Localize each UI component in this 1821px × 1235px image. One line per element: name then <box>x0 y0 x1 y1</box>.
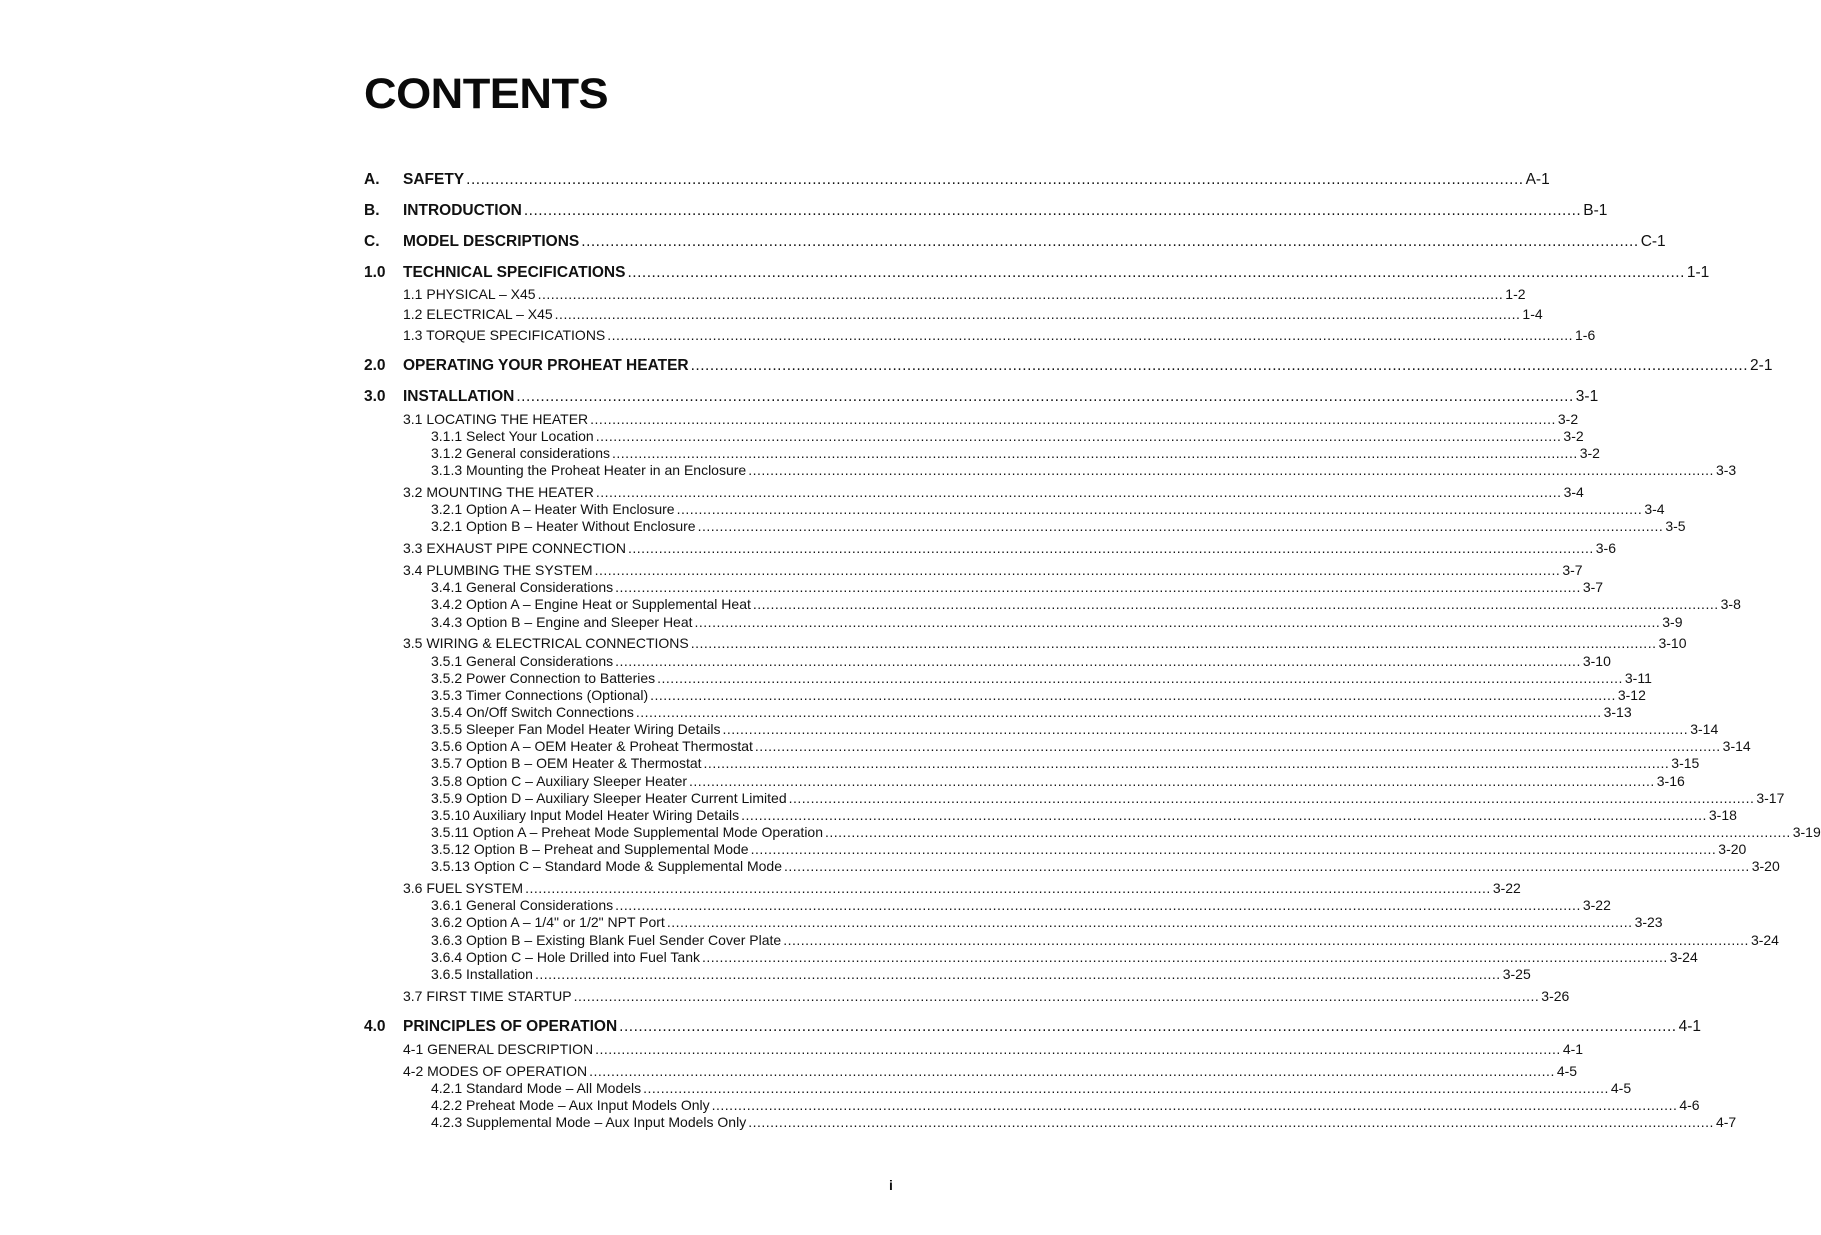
toc-subsection <box>403 880 1521 896</box>
toc-label: 3.4.1 General Considerations <box>431 579 614 595</box>
dot-leader: ............................................................................................................................................................................................................................ <box>615 897 1581 913</box>
toc-number: B. <box>364 202 380 219</box>
toc-label: PRINCIPLES OF OPERATION <box>403 1018 618 1035</box>
toc-page: 4-1 <box>1562 1041 1584 1057</box>
toc-label: 3.4 PLUMBING THE SYSTEM <box>403 562 593 578</box>
toc-label: 3.6.1 General Considerations <box>431 897 614 913</box>
dot-leader: ............................................................................................................................................................................................................................ <box>615 579 1581 595</box>
toc-section <box>364 233 1666 250</box>
dot-leader: ............................................................................................................................................................................................................................ <box>628 540 1594 556</box>
toc-page: 4-5 <box>1556 1063 1578 1079</box>
toc-subsubsection <box>431 653 1611 669</box>
dot-leader: ............................................................................................................................................................................................................................ <box>783 932 1749 948</box>
toc-page: 3-7 <box>1562 562 1583 578</box>
toc-page: 3-26 <box>1541 988 1570 1004</box>
toc-page: 3-14 <box>1690 721 1719 737</box>
toc-label: 3.5.12 Option B – Preheat and Supplemental Mode <box>431 841 749 857</box>
toc-label: 3.6.4 Option C – Hole Drilled into Fuel Tank <box>431 949 700 965</box>
page-number: i <box>889 1177 893 1193</box>
toc-label: 4.2.3 Supplemental Mode – Aux Input Models Only <box>431 1114 747 1130</box>
toc-page: 1-6 <box>1575 327 1596 343</box>
toc-label: 3.4.3 Option B – Engine and Sleeper Heat <box>431 614 693 630</box>
toc-label: TECHNICAL SPECIFICATIONS <box>403 264 626 281</box>
dot-leader: ............................................................................................................................................................................................................................ <box>627 264 1685 281</box>
toc-subsubsection <box>431 445 1600 461</box>
dot-leader: ............................................................................................................................................................................................................................ <box>722 721 1689 737</box>
toc-page: 3-7 <box>1582 579 1604 595</box>
toc-subsection <box>403 562 1583 578</box>
toc-label: 3.7 FIRST TIME STARTUP <box>403 988 572 1004</box>
dot-leader: ............................................................................................................................................................................................................................ <box>523 202 1582 219</box>
dot-leader: ............................................................................................................................................................................................................................ <box>607 327 1574 343</box>
dot-leader: ............................................................................................................................................................................................................................ <box>711 1097 1678 1113</box>
toc-page: 3-19 <box>1792 824 1821 840</box>
toc-section <box>364 388 1599 405</box>
toc-label: 3.6.2 Option A – 1/4" or 1/2" NPT Port <box>431 914 665 930</box>
toc-label: 3.5.4 On/Off Switch Connections <box>431 704 634 720</box>
toc-page: 4-5 <box>1610 1080 1632 1096</box>
toc-subsubsection <box>431 462 1737 478</box>
toc-page: 3-18 <box>1708 807 1737 823</box>
toc-page: 3-20 <box>1751 858 1780 874</box>
toc-page: 3-10 <box>1658 635 1687 651</box>
toc-page: 4-7 <box>1715 1114 1737 1130</box>
toc-subsubsection <box>431 596 1741 612</box>
toc-subsubsection <box>431 824 1821 840</box>
toc-page: 4-1 <box>1678 1018 1701 1035</box>
toc-page: A-1 <box>1525 171 1550 188</box>
toc-page: 3-20 <box>1718 841 1747 857</box>
toc-label: 3.5 WIRING & ELECTRICAL CONNECTIONS <box>403 635 689 651</box>
toc-subsubsection <box>431 704 1632 720</box>
toc-label: 3.1.2 General considerations <box>431 445 610 461</box>
toc-section <box>364 171 1550 188</box>
toc-page: 3-1 <box>1575 388 1599 405</box>
toc-subsubsection <box>431 579 1604 595</box>
dot-leader: ............................................................................................................................................................................................................................ <box>619 1018 1677 1035</box>
toc-page: B-1 <box>1583 202 1608 219</box>
toc-page: 3-6 <box>1595 540 1616 556</box>
toc-subsubsection <box>431 897 1611 913</box>
dot-leader: ............................................................................................................................................................................................................................ <box>694 614 1661 630</box>
toc-label: MODEL DESCRIPTIONS <box>403 233 580 250</box>
toc-page: 3-16 <box>1656 773 1685 789</box>
toc-subsubsection <box>431 914 1663 930</box>
toc-label: 1.3 TORQUE SPECIFICATIONS <box>403 327 606 343</box>
toc-subsubsection <box>431 518 1686 534</box>
toc-page: 1-4 <box>1522 306 1543 322</box>
dot-leader: ............................................................................................................................................................................................................................ <box>748 1114 1714 1130</box>
dot-leader: ............................................................................................................................................................................................................................ <box>690 635 1657 651</box>
toc-label: 3.2 MOUNTING THE HEATER <box>403 484 594 500</box>
toc-subsubsection <box>431 670 1652 686</box>
dot-leader: ............................................................................................................................................................................................................................ <box>657 670 1623 686</box>
toc-subsection <box>403 411 1579 427</box>
toc-subsubsection <box>431 755 1700 771</box>
toc-label: 3.5.6 Option A – OEM Heater & Proheat Thermostat <box>431 738 753 754</box>
dot-leader: ............................................................................................................................................................................................................................ <box>595 428 1562 444</box>
toc-page: 3-15 <box>1671 755 1700 771</box>
toc-subsubsection <box>431 949 1698 965</box>
toc-page: 3-2 <box>1579 445 1600 461</box>
toc-label: 3.5.2 Power Connection to Batteries <box>431 670 656 686</box>
toc-page: 3-22 <box>1492 880 1521 896</box>
toc-subsubsection <box>431 721 1719 737</box>
toc-number: 2.0 <box>364 357 386 374</box>
toc-page: 3-3 <box>1715 462 1737 478</box>
toc-page: 4-6 <box>1679 1097 1700 1113</box>
toc-subsection <box>403 1063 1578 1079</box>
toc-page: C-1 <box>1640 233 1666 250</box>
toc-label: 3.5.11 Option A – Preheat Mode Supplemental Mode Operation <box>431 824 823 840</box>
toc-subsection <box>403 540 1616 556</box>
toc-label: 3.4.2 Option A – Engine Heat or Supplemental Heat <box>431 596 751 612</box>
toc-page: 3-25 <box>1502 966 1531 982</box>
toc-label: 3.6 FUEL SYSTEM <box>403 880 524 896</box>
dot-leader: ............................................................................................................................................................................................................................ <box>650 687 1616 703</box>
dot-leader: ............................................................................................................................................................................................................................ <box>581 233 1639 250</box>
dot-leader: ............................................................................................................................................................................................................................ <box>554 306 1521 322</box>
toc-label: 3.5.1 General Considerations <box>431 653 614 669</box>
dot-leader: ............................................................................................................................................................................................................................ <box>590 411 1556 427</box>
toc-label: 3.5.7 Option B – OEM Heater & Thermostat <box>431 755 702 771</box>
toc-number: C. <box>364 233 380 250</box>
dot-leader: ............................................................................................................................................................................................................................ <box>741 807 1707 823</box>
toc-subsubsection <box>431 1080 1632 1096</box>
dot-leader: ............................................................................................................................................................................................................................ <box>516 388 1574 405</box>
toc-label: 3.1.3 Mounting the Proheat Heater in an Enclosure <box>431 462 747 478</box>
dot-leader: ............................................................................................................................................................................................................................ <box>702 949 1668 965</box>
toc-section <box>364 357 1773 374</box>
toc-subsubsection <box>431 858 1780 874</box>
toc-subsubsection <box>431 614 1683 630</box>
toc-subsubsection <box>431 966 1531 982</box>
dot-leader: ............................................................................................................................................................................................................................ <box>635 704 1602 720</box>
dot-leader: ............................................................................................................................................................................................................................ <box>525 880 1491 896</box>
toc-label: 3.6.3 Option B – Existing Blank Fuel Sender Cover Plate <box>431 932 782 948</box>
toc-subsection <box>403 1041 1584 1057</box>
toc-page: 3-14 <box>1722 738 1751 754</box>
toc-page: 3-23 <box>1634 914 1663 930</box>
toc-label: 4.2.1 Standard Mode – All Models <box>431 1080 642 1096</box>
toc-subsubsection <box>431 738 1751 754</box>
dot-leader: ............................................................................................................................................................................................................................ <box>690 357 1749 374</box>
toc-number: 4.0 <box>364 1018 386 1035</box>
toc-label: 4-2 MODES OF OPERATION <box>403 1063 588 1079</box>
toc-subsubsection <box>431 1114 1737 1130</box>
toc-label: 3.5.5 Sleeper Fan Model Heater Wiring Details <box>431 721 721 737</box>
toc-subsubsection <box>431 687 1646 703</box>
toc-subsection <box>403 306 1543 322</box>
toc-subsection <box>403 635 1687 651</box>
toc-subsubsection <box>431 1097 1700 1113</box>
toc-page: 1-2 <box>1505 286 1526 302</box>
dot-leader: ............................................................................................................................................................................................................................ <box>825 824 1791 840</box>
toc-label: 1.2 ELECTRICAL – X45 <box>403 306 553 322</box>
dot-leader: ............................................................................................................................................................................................................................ <box>754 738 1721 754</box>
toc-page: 3-12 <box>1617 687 1646 703</box>
dot-leader: ............................................................................................................................................................................................................................ <box>676 501 1643 517</box>
toc-page: 3-5 <box>1665 518 1686 534</box>
toc-page: 3-10 <box>1582 653 1611 669</box>
toc-subsection <box>403 988 1570 1004</box>
page-title: CONTENTS <box>364 70 609 118</box>
toc-label: OPERATING YOUR PROHEAT HEATER <box>403 357 689 374</box>
toc-page: 3-11 <box>1624 670 1652 686</box>
dot-leader: ............................................................................................................................................................................................................................ <box>750 841 1717 857</box>
toc-label: 3.3 EXHAUST PIPE CONNECTION <box>403 540 627 556</box>
toc-page: 3-2 <box>1557 411 1579 427</box>
toc-page: 3-9 <box>1662 614 1683 630</box>
dot-leader: ............................................................................................................................................................................................................................ <box>615 653 1581 669</box>
toc-page: 3-22 <box>1582 897 1611 913</box>
toc-label: 3.5.3 Timer Connections (Optional) <box>431 687 649 703</box>
toc-section <box>364 264 1710 281</box>
dot-leader: ............................................................................................................................................................................................................................ <box>595 484 1562 500</box>
toc-label: SAFETY <box>403 171 465 188</box>
toc-label: 3.5.9 Option D – Auxiliary Sleeper Heater Current Limited <box>431 790 787 806</box>
dot-leader: ............................................................................................................................................................................................................................ <box>594 562 1561 578</box>
toc-subsubsection <box>431 807 1737 823</box>
toc-page: 3-17 <box>1756 790 1785 806</box>
toc-page: 1-1 <box>1686 264 1710 281</box>
toc-label: INSTALLATION <box>403 388 515 405</box>
toc-label: 3.2.1 Option B – Heater Without Enclosure <box>431 518 696 534</box>
toc-label: 4-1 GENERAL DESCRIPTION <box>403 1041 594 1057</box>
toc-subsection <box>403 484 1584 500</box>
dot-leader: ............................................................................................................................................................................................................................ <box>643 1080 1609 1096</box>
toc-page: 3-4 <box>1563 484 1584 500</box>
dot-leader: ............................................................................................................................................................................................................................ <box>689 773 1655 789</box>
toc-page: 3-24 <box>1750 932 1779 948</box>
toc-subsubsection <box>431 841 1747 857</box>
dot-leader: ............................................................................................................................................................................................................................ <box>466 171 1524 188</box>
dot-leader: ............................................................................................................................................................................................................................ <box>573 988 1540 1004</box>
dot-leader: ............................................................................................................................................................................................................................ <box>697 518 1664 534</box>
toc-page: 2-1 <box>1750 357 1773 374</box>
toc-number: A. <box>364 171 380 188</box>
dot-leader: ............................................................................................................................................................................................................................ <box>537 286 1504 302</box>
toc-label: 3.5.10 Auxiliary Input Model Heater Wiring Details <box>431 807 740 823</box>
dot-leader: ............................................................................................................................................................................................................................ <box>612 445 1578 461</box>
toc-subsection <box>403 286 1526 302</box>
toc-subsubsection <box>431 932 1779 948</box>
toc-label: 4.2.2 Preheat Mode – Aux Input Models Only <box>431 1097 710 1113</box>
toc-page: 3-8 <box>1720 596 1741 612</box>
dot-leader: ............................................................................................................................................................................................................................ <box>748 462 1714 478</box>
toc-label: 3.6.5 Installation <box>431 966 533 982</box>
toc-section <box>364 1018 1701 1035</box>
dot-leader: ............................................................................................................................................................................................................................ <box>788 790 1755 806</box>
dot-leader: ............................................................................................................................................................................................................................ <box>666 914 1633 930</box>
dot-leader: ............................................................................................................................................................................................................................ <box>595 1041 1561 1057</box>
toc-page: 3-2 <box>1563 428 1584 444</box>
toc-subsubsection <box>431 773 1685 789</box>
toc-subsection <box>403 327 1596 343</box>
toc-subsubsection <box>431 428 1584 444</box>
toc-number: 1.0 <box>364 264 386 281</box>
toc-page: 3-4 <box>1644 501 1665 517</box>
toc-subsubsection <box>431 501 1665 517</box>
toc-section <box>364 202 1608 219</box>
toc-label: 1.1 PHYSICAL – X45 <box>403 286 536 302</box>
toc-label: INTRODUCTION <box>403 202 522 219</box>
dot-leader: ............................................................................................................................................................................................................................ <box>752 596 1719 612</box>
toc-label: 3.1.1 Select Your Location <box>431 428 594 444</box>
toc-subsubsection <box>431 790 1785 806</box>
toc-label: 3.2.1 Option A – Heater With Enclosure <box>431 501 675 517</box>
toc-label: 3.5.13 Option C – Standard Mode & Supplemental Mode <box>431 858 782 874</box>
dot-leader: ............................................................................................................................................................................................................................ <box>784 858 1750 874</box>
dot-leader: ............................................................................................................................................................................................................................ <box>589 1063 1555 1079</box>
dot-leader: ............................................................................................................................................................................................................................ <box>534 966 1501 982</box>
toc-label: 3.5.8 Option C – Auxiliary Sleeper Heater <box>431 773 688 789</box>
toc-page: 3-13 <box>1603 704 1632 720</box>
dot-leader: ............................................................................................................................................................................................................................ <box>703 755 1670 771</box>
toc-label: 3.1 LOCATING THE HEATER <box>403 411 589 427</box>
toc-page: 3-24 <box>1669 949 1698 965</box>
toc-number: 3.0 <box>364 388 386 405</box>
